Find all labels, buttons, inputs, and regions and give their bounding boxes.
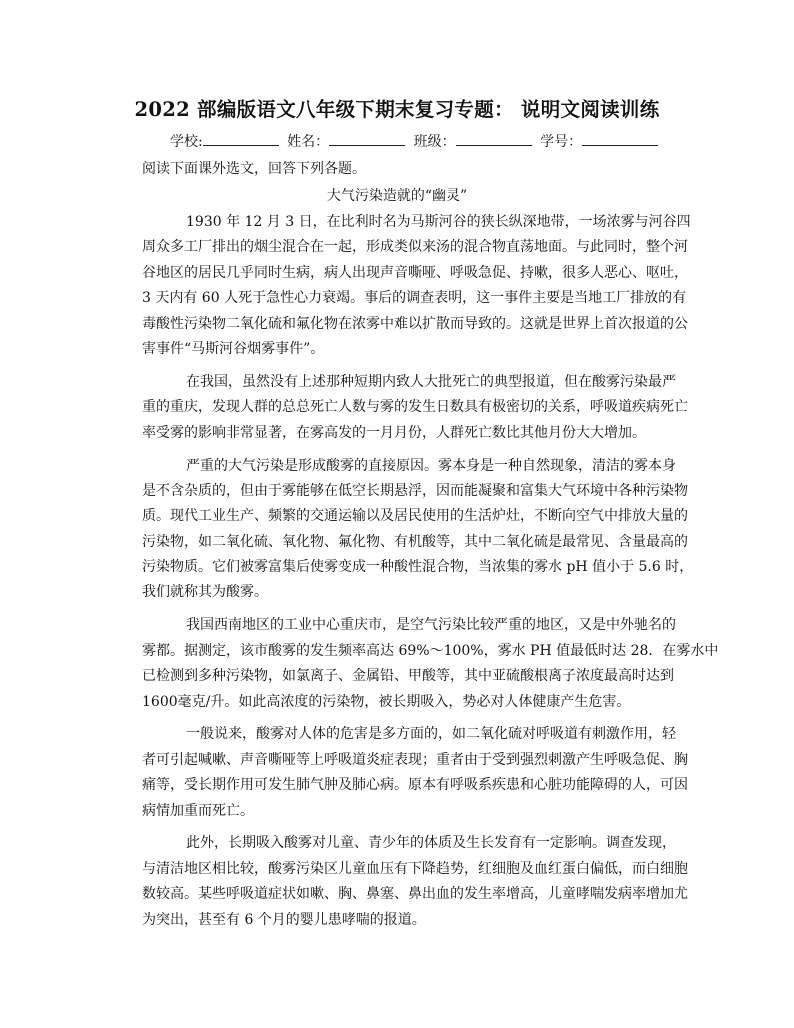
paragraph-line: 毒酸性污染物二氧化硫和氟化物在浓雾中难以扩散而导致的。这就是世界上首次报道的公 [142,315,688,332]
paragraph-gap [142,446,654,454]
paragraph-line: 3 天内有 60 人死于急性心力衰竭。事后的调查表明，这一事件主要是当地工厂排放的有 [142,290,687,307]
paragraph-line: 1600毫克/升。如此高浓度的污染物，被长期吸入，势必对人体健康产生危害。 [142,693,631,710]
class-label: 班级： [413,134,456,150]
instruction-text: 阅读下面课外选文，回答下列各题。 [142,161,366,177]
paragraph-gap [142,362,654,370]
paragraph-line: 重的重庆，发现人群的总总死亡人数与雾的发生日数具有极密切的关系，呼吸道疾病死亡 [142,399,688,416]
paragraph-line: 数较高。某些呼吸道症状如嗽、胸、鼻塞、鼻出血的发生率增高，儿童哮喘发病率增加尤 [142,886,688,903]
paragraph-line: 1930 年 12 月 3 日，在比利时名为马斯河谷的狭长纵深地带，一场浓雾与河谷四 [186,214,691,230]
paragraph-line: 病情加重而死亡。 [142,802,254,819]
article-paragraph [142,831,688,933]
student-id-label: 学号： [540,134,583,150]
paragraph-line: 雾都。据测定，该市酸雾的发生频率高达 69%～100%，雾水 PH 值最低时达 28．在雾水中 [142,642,719,659]
paragraph-gap [142,715,654,723]
paragraph-line: 谷地区的居民几乎同时生病，病人出现声音嘶哑、呼吸急促、持嗽，很多人恶心、呕吐， [142,264,688,281]
paragraph-line: 污染物质。它们被雾富集后使雾变成一种酸性混合物，当浓集的雾水 pH 值小于 5.6 时， [142,559,694,576]
article-body [142,210,719,933]
name-blank[interactable] [329,131,405,146]
paragraph-line: 严重的大气污染是形成酸雾的直接原因。雾本身是一种自然现象，清洁的雾本身 [186,457,676,474]
student-info-line [170,131,662,151]
paragraph-line: 周众多工厂排出的烟尘混合在一起，形成类似来汤的混合物直荡地面。与此同时，整个河 [142,239,688,256]
class-blank[interactable] [456,131,532,146]
article-paragraph [142,210,691,362]
paragraph-line: 我国西南地区的工业中心重庆市，是空气污染比较严重的地区，又是中外驰名的 [186,617,676,634]
student-id-blank[interactable] [582,131,658,146]
paragraph-line: 我们就称其为酸雾。 [142,584,268,601]
school-blank[interactable] [203,131,279,146]
paragraph-line: 质。现代工业生产、频繁的交通运输以及居民使用的生活炉灶，不断向空气中排放大量的 [142,508,688,525]
paragraph-line: 害事件“马斯河谷烟雾事件”。 [142,340,325,357]
article-title: 大气污染造就的“幽灵” [326,188,468,204]
paragraph-line: 痛等，受长期作用可发生肺气肿及肺心病。原本有呼吸系疾患和心脏功能障碍的人，可因 [142,777,688,794]
paragraph-line: 在我国，虽然没有上述那种短期内致人大批死亡的典型报道，但在酸雾污染最严 [186,373,676,390]
paragraph-line: 一般说来，酸雾对人体的危害是多方面的，如二氧化硫对呼吸道有刺激作用，轻 [186,726,676,743]
article-paragraph [142,722,688,824]
paragraph-gap [142,824,654,832]
paragraph-line: 是不含杂质的，但由于雾能够在低空长期悬浮，因而能凝聚和富集大气环境中各种污染物 [142,482,688,499]
article-paragraph [142,613,719,715]
paragraph-line: 者可引起喊嗽、声音嘶哑等上呼吸道炎症表现；重者由于受到强烈刺激产生呼吸急促、胸 [142,751,688,768]
school-label: 学校: [170,134,203,150]
paragraph-line: 已检测到多种污染物，如氯离子、金属铅、甲酸等，其中亚硫酸根离子浓度最高时达到 [142,668,674,685]
paragraph-line: 率受雾的影响非常显著，在雾高发的一月月份，人群死亡数比其他月份大大增加。 [142,424,646,441]
paragraph-gap [142,606,654,614]
article-paragraph [142,370,688,446]
article-paragraph [142,454,694,606]
paragraph-line: 与清洁地区相比较，酸雾污染区儿童血压有下降趋势，红细胞及血红蛋白偏低，而白细胞 [142,860,688,877]
paragraph-line: 污染物，如二氧化硫、氧化物、氟化物、有机酸等，其中二氧化硫是最常见、含量最高的 [142,533,688,550]
document-title: 2022 部编版语文八年级下期末复习专题： 说明文阅读训练 [134,98,660,121]
paragraph-line: 此外，长期吸入酸雾对儿童、青少年的体质及生长发育有一定影响。调查发现， [186,835,676,852]
name-label: 姓名： [287,134,330,150]
paragraph-line: 为突出，甚至有 6 个月的婴儿患哮喘的报道。 [142,911,426,928]
